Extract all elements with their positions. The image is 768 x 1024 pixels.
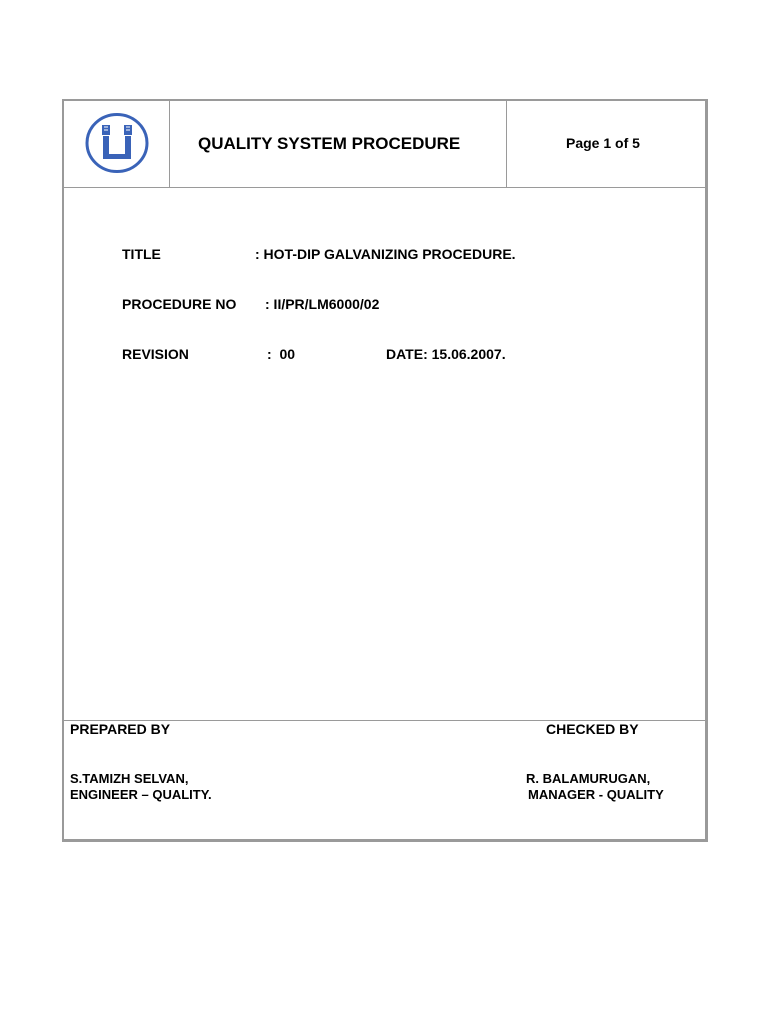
revision-value: : 00 [267, 346, 296, 362]
signature-row [64, 720, 705, 841]
title-label: TITLE [122, 246, 161, 262]
header-row [64, 101, 705, 188]
logo-cell [64, 101, 170, 187]
document-frame [62, 99, 708, 842]
checked-by-label: CHECKED BY [546, 721, 639, 737]
title-cell [169, 101, 507, 187]
procedure-label: PROCEDURE NO [122, 296, 237, 312]
document-title: QUALITY SYSTEM PROCEDURE [198, 134, 461, 153]
checked-by-name: R. BALAMURUGAN, [526, 771, 651, 786]
page-cell [506, 101, 705, 187]
company-logo-icon [84, 112, 150, 174]
procedure-value: : II/PR/LM6000/02 [265, 296, 380, 312]
title-value: : HOT-DIP GALVANIZING PROCEDURE. [255, 246, 516, 262]
page-indicator: Page 1 of 5 [566, 135, 640, 151]
revision-label: REVISION [122, 346, 189, 362]
prepared-by-role: ENGINEER – QUALITY. [70, 787, 212, 802]
prepared-by-name: S.TAMIZH SELVAN, [70, 771, 189, 786]
prepared-by-label: PREPARED BY [70, 721, 171, 737]
date-text: DATE: 15.06.2007. [386, 346, 506, 362]
checked-by-role: MANAGER - QUALITY [528, 787, 664, 802]
